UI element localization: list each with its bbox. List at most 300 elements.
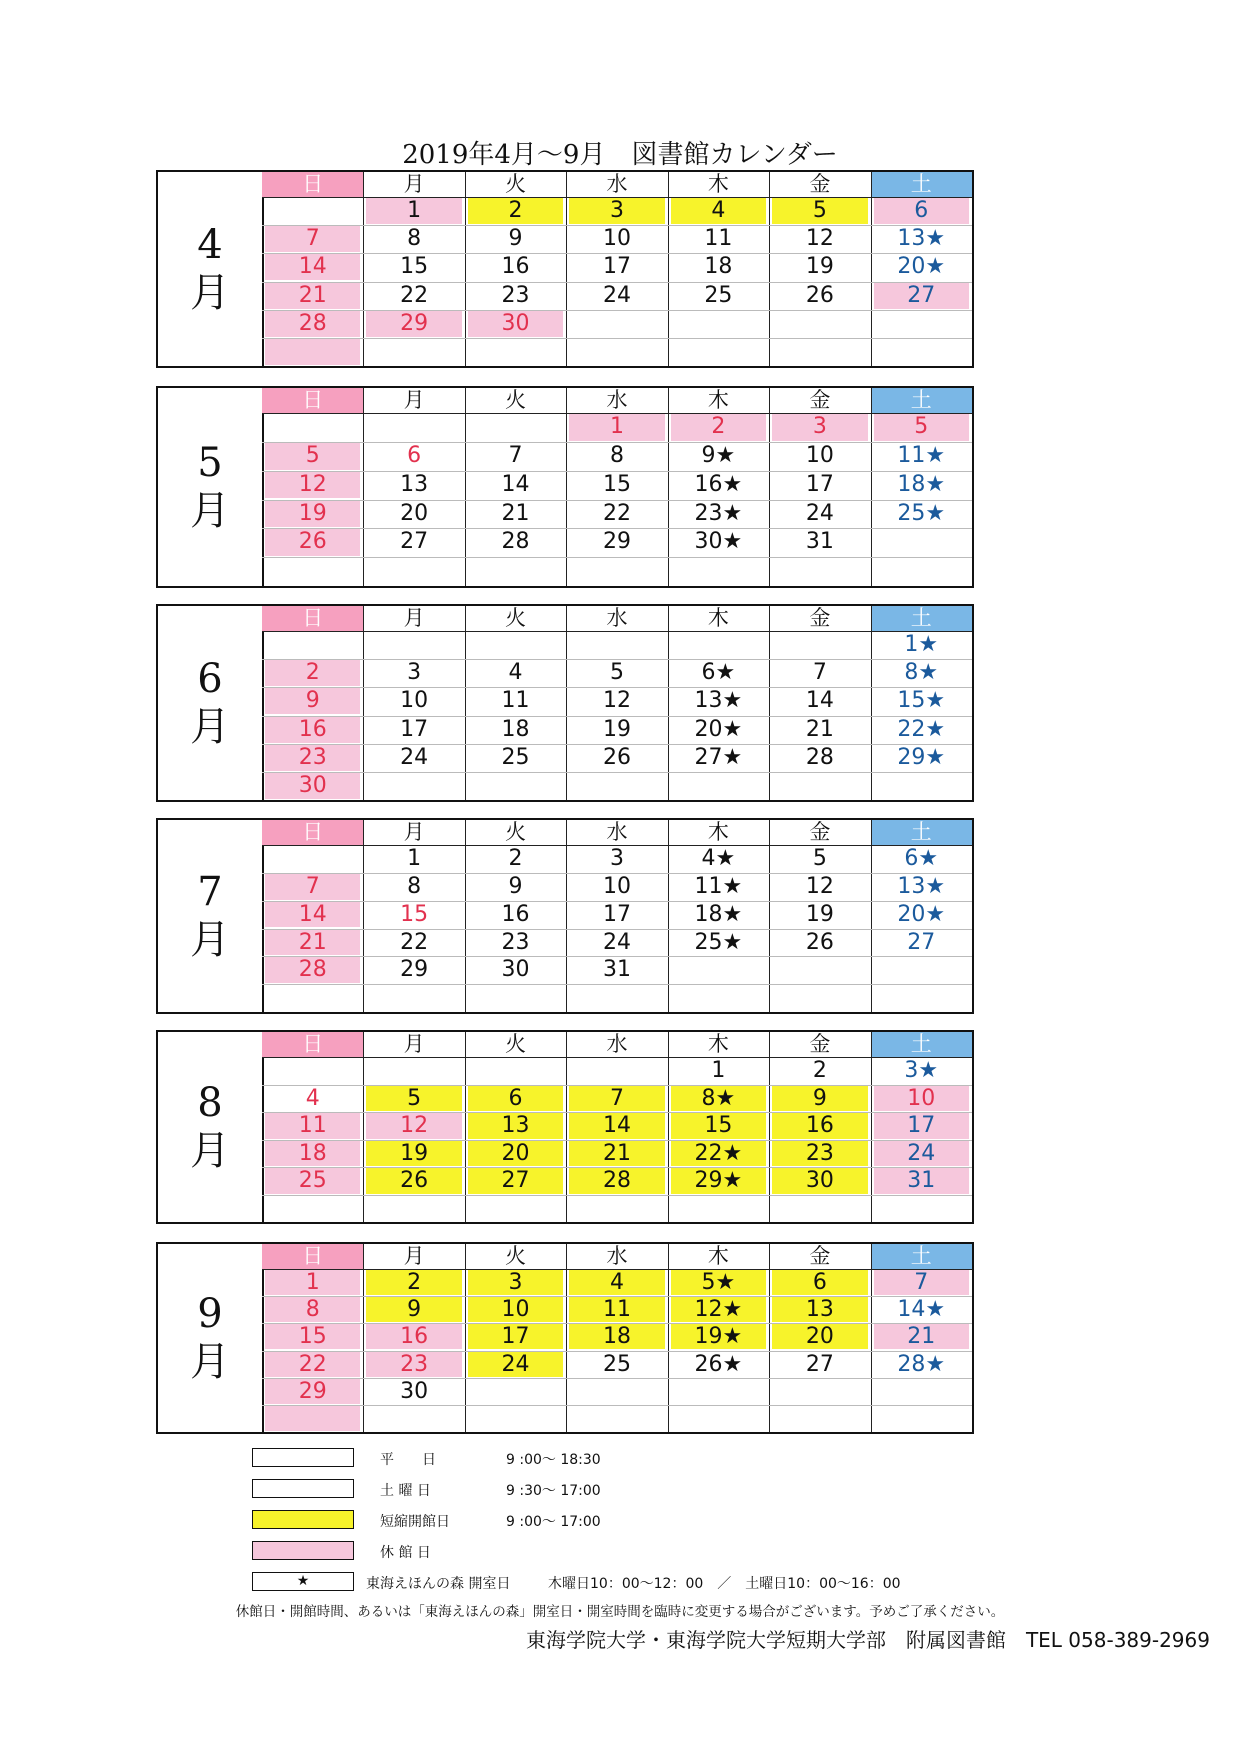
day-cell: 13★ bbox=[897, 873, 946, 899]
day-cell: 27 bbox=[400, 529, 429, 555]
day-cell: 23 bbox=[772, 1141, 867, 1167]
day-cell: 16 bbox=[501, 254, 530, 280]
day-cell: 22★ bbox=[671, 1141, 766, 1167]
day-cell: 14 bbox=[265, 254, 360, 280]
month-calendar bbox=[156, 604, 974, 802]
day-cell: 5 bbox=[609, 660, 624, 686]
month-calendar bbox=[156, 1030, 974, 1224]
legend-swatch bbox=[252, 1541, 354, 1560]
day-cell bbox=[874, 1406, 969, 1431]
weekday-header: 月 bbox=[403, 1032, 425, 1056]
day-cell: 25 bbox=[265, 1168, 360, 1194]
grid-line bbox=[262, 557, 972, 558]
weekday-header: 日 bbox=[262, 820, 363, 845]
grid-line bbox=[262, 225, 972, 226]
weekday-header: 水 bbox=[606, 388, 628, 412]
weekday-header: 木 bbox=[707, 606, 729, 630]
day-cell bbox=[569, 311, 664, 337]
day-cell bbox=[468, 632, 563, 658]
legend-swatch: ★ bbox=[252, 1572, 354, 1591]
day-cell bbox=[772, 985, 867, 1011]
day-cell: 18★ bbox=[694, 901, 743, 927]
legend-swatch bbox=[252, 1448, 354, 1467]
day-cell: 10 bbox=[602, 873, 631, 899]
day-cell: 9 bbox=[265, 688, 360, 714]
day-cell: 24 bbox=[468, 1352, 563, 1377]
day-cell: 29 bbox=[602, 529, 631, 555]
day-cell: 18 bbox=[501, 716, 530, 742]
day-cell: 7 bbox=[569, 1086, 664, 1112]
month-label bbox=[158, 172, 264, 366]
day-cell: 15★ bbox=[897, 688, 946, 714]
footer-contact: 東海学院大学・東海学院大学短期大学部 附属図書館 TEL 058-389-2969 bbox=[525, 1628, 1210, 1652]
month-calendar bbox=[156, 1242, 974, 1434]
day-cell bbox=[569, 1196, 664, 1222]
grid-line bbox=[262, 1378, 972, 1379]
day-cell: 8 bbox=[407, 226, 422, 252]
weekday-header: 水 bbox=[606, 1032, 628, 1056]
day-cell bbox=[569, 773, 664, 799]
day-cell: 28 bbox=[805, 744, 834, 770]
day-cell bbox=[874, 1196, 969, 1222]
day-cell: 17 bbox=[468, 1324, 563, 1349]
grid-line bbox=[262, 873, 972, 874]
day-cell bbox=[366, 339, 461, 365]
grid-line bbox=[262, 929, 972, 930]
day-cell: 9★ bbox=[701, 442, 736, 468]
day-cell: 2 bbox=[265, 660, 360, 686]
day-cell: 11 bbox=[569, 1297, 664, 1322]
day-cell: 29 bbox=[265, 1379, 360, 1404]
day-cell: 19 bbox=[366, 1141, 461, 1167]
day-cell bbox=[671, 558, 766, 585]
day-cell: 16 bbox=[501, 901, 530, 927]
grid-line bbox=[363, 1244, 364, 1432]
day-cell: 14 bbox=[805, 688, 834, 714]
day-cell: 6 bbox=[468, 1086, 563, 1112]
day-cell: 28★ bbox=[897, 1351, 946, 1377]
day-cell: 10 bbox=[468, 1297, 563, 1322]
notice-text: 休館日・開館時間、あるいは「東海えほんの森」開室日・開室時間を臨時に変更する場合がございます。予めご了承ください。 bbox=[235, 1604, 1005, 1620]
day-cell bbox=[772, 311, 867, 337]
day-grid bbox=[262, 388, 972, 586]
weekday-header: 月 bbox=[403, 388, 425, 412]
day-cell bbox=[265, 1196, 360, 1222]
day-cell: 3 bbox=[569, 198, 664, 224]
day-cell: 27 bbox=[874, 283, 969, 309]
grid-line bbox=[262, 197, 972, 198]
day-cell: 4 bbox=[508, 660, 523, 686]
weekday-header: 火 bbox=[505, 606, 527, 630]
day-cell: 28 bbox=[265, 957, 360, 983]
grid-line bbox=[465, 1244, 466, 1432]
day-cell: 20★ bbox=[897, 254, 946, 280]
day-cell: 25 bbox=[501, 744, 530, 770]
day-cell: 24 bbox=[602, 929, 631, 955]
day-cell: 30 bbox=[400, 1378, 429, 1404]
weekday-header: 土 bbox=[871, 820, 972, 845]
day-cell bbox=[671, 1379, 766, 1404]
grid-line bbox=[769, 1032, 770, 1222]
day-cell: 15 bbox=[400, 254, 429, 280]
day-cell bbox=[265, 985, 360, 1011]
weekday-header: 土 bbox=[871, 606, 972, 631]
grid-line bbox=[262, 1405, 972, 1406]
day-cell bbox=[772, 339, 867, 365]
day-cell bbox=[468, 414, 563, 441]
weekday-header: 火 bbox=[505, 820, 527, 844]
month-calendar bbox=[156, 170, 974, 368]
day-cell: 17 bbox=[602, 254, 631, 280]
day-cell bbox=[671, 1196, 766, 1222]
day-cell bbox=[874, 957, 969, 983]
day-cell: 15 bbox=[265, 1324, 360, 1349]
day-cell: 11★ bbox=[897, 442, 946, 468]
weekday-header: 土 bbox=[871, 1032, 972, 1057]
month-kanji: 月 bbox=[190, 1339, 230, 1385]
day-cell bbox=[671, 773, 766, 799]
grid-line bbox=[262, 956, 972, 957]
day-cell: 29★ bbox=[897, 744, 946, 770]
day-cell: 12★ bbox=[671, 1297, 766, 1322]
day-cell: 25★ bbox=[897, 500, 946, 526]
day-cell: 3 bbox=[407, 660, 422, 686]
day-cell: 5★ bbox=[671, 1270, 766, 1295]
legend-swatch bbox=[252, 1479, 354, 1498]
day-cell: 26 bbox=[265, 529, 360, 556]
day-cell: 5 bbox=[366, 1086, 461, 1112]
day-cell: 24 bbox=[400, 744, 429, 770]
day-cell: 1 bbox=[569, 414, 664, 441]
weekday-header: 木 bbox=[707, 172, 729, 196]
grid-line bbox=[262, 1167, 972, 1168]
day-cell: 7 bbox=[265, 874, 360, 900]
day-cell bbox=[265, 414, 360, 441]
day-cell: 20 bbox=[400, 500, 429, 526]
month-number: 6 bbox=[197, 656, 223, 702]
day-cell bbox=[468, 1196, 563, 1222]
day-cell: 6 bbox=[407, 442, 422, 468]
grid-line bbox=[262, 744, 972, 745]
day-cell: 19 bbox=[805, 901, 834, 927]
day-cell: 1 bbox=[407, 846, 422, 871]
day-cell: 26 bbox=[602, 744, 631, 770]
day-cell: 11 bbox=[704, 226, 733, 252]
day-cell: 3 bbox=[468, 1270, 563, 1295]
day-cell: 31 bbox=[805, 529, 834, 555]
day-cell: 14★ bbox=[897, 1297, 946, 1323]
weekday-header: 日 bbox=[262, 388, 363, 413]
day-cell: 16 bbox=[366, 1324, 461, 1349]
weekday-header: 金 bbox=[809, 172, 831, 196]
month-kanji: 月 bbox=[190, 917, 230, 963]
day-cell: 24 bbox=[602, 282, 631, 308]
month-label bbox=[158, 606, 264, 800]
day-cell bbox=[772, 1196, 867, 1222]
day-cell bbox=[671, 339, 766, 365]
day-cell: 19 bbox=[602, 716, 631, 742]
weekday-header: 木 bbox=[707, 1244, 729, 1268]
day-cell bbox=[468, 1058, 563, 1084]
day-cell bbox=[671, 957, 766, 983]
day-cell: 5 bbox=[874, 414, 969, 441]
day-cell: 17 bbox=[874, 1113, 969, 1139]
grid-line bbox=[668, 1032, 669, 1222]
month-kanji: 月 bbox=[190, 488, 230, 534]
weekday-header: 日 bbox=[262, 172, 363, 197]
day-cell: 21 bbox=[805, 716, 834, 742]
month-label bbox=[158, 388, 264, 586]
day-cell: 21 bbox=[501, 500, 530, 526]
day-cell: 9 bbox=[366, 1297, 461, 1322]
day-grid bbox=[262, 1032, 972, 1222]
day-cell: 7 bbox=[265, 226, 360, 252]
day-cell bbox=[569, 632, 664, 658]
day-cell: 6 bbox=[772, 1270, 867, 1295]
grid-line bbox=[262, 659, 972, 660]
grid-line bbox=[363, 1032, 364, 1222]
legend-label: 休 館 日 bbox=[380, 1545, 431, 1561]
day-cell bbox=[569, 1058, 664, 1084]
grid-line bbox=[262, 1057, 972, 1058]
weekday-header: 月 bbox=[403, 1244, 425, 1268]
day-cell bbox=[874, 339, 969, 365]
day-cell: 4 bbox=[305, 1085, 320, 1111]
month-calendar bbox=[156, 386, 974, 588]
day-cell: 4 bbox=[671, 198, 766, 224]
day-cell: 26 bbox=[805, 282, 834, 308]
day-cell: 25 bbox=[602, 1351, 631, 1377]
grid-line bbox=[262, 500, 972, 501]
weekday-header: 木 bbox=[707, 1032, 729, 1056]
page-title: 2019年4月～9月 図書館カレンダー bbox=[402, 140, 838, 170]
day-cell: 13★ bbox=[897, 226, 946, 252]
grid-line bbox=[465, 1032, 466, 1222]
day-cell bbox=[671, 632, 766, 658]
day-cell: 3 bbox=[609, 846, 624, 871]
day-cell bbox=[265, 558, 360, 585]
day-cell: 19★ bbox=[671, 1324, 766, 1349]
weekday-header: 火 bbox=[505, 1244, 527, 1268]
day-cell: 12 bbox=[265, 472, 360, 499]
day-cell: 26 bbox=[805, 929, 834, 955]
day-cell: 25★ bbox=[694, 929, 743, 955]
day-cell: 28 bbox=[569, 1168, 664, 1194]
day-cell: 21 bbox=[874, 1324, 969, 1349]
day-cell: 30 bbox=[501, 957, 530, 983]
month-number: 4 bbox=[197, 222, 223, 268]
day-cell: 23 bbox=[366, 1352, 461, 1377]
day-cell bbox=[468, 1379, 563, 1404]
day-cell: 9 bbox=[772, 1086, 867, 1112]
grid-line bbox=[262, 1195, 972, 1196]
weekday-header: 火 bbox=[505, 1032, 527, 1056]
day-cell: 24 bbox=[805, 500, 834, 526]
day-cell bbox=[366, 414, 461, 441]
day-cell: 5 bbox=[772, 198, 867, 224]
month-number: 5 bbox=[197, 440, 223, 486]
day-cell: 2 bbox=[671, 414, 766, 441]
weekday-header: 日 bbox=[262, 1032, 363, 1057]
day-cell bbox=[874, 773, 969, 799]
weekday-header: 土 bbox=[871, 172, 972, 197]
day-cell: 31 bbox=[602, 957, 631, 983]
day-cell: 22 bbox=[400, 929, 429, 955]
weekday-header: 月 bbox=[403, 606, 425, 630]
day-cell: 30 bbox=[265, 773, 360, 799]
day-cell bbox=[366, 773, 461, 799]
weekday-header: 金 bbox=[809, 606, 831, 630]
day-cell: 11 bbox=[501, 688, 530, 714]
day-cell: 4 bbox=[569, 1270, 664, 1295]
day-cell: 29★ bbox=[671, 1168, 766, 1194]
day-cell: 21 bbox=[265, 930, 360, 956]
day-cell: 13★ bbox=[694, 688, 743, 714]
day-cell: 5 bbox=[812, 846, 827, 871]
grid-line bbox=[871, 1032, 872, 1222]
day-cell bbox=[874, 1379, 969, 1404]
weekday-header: 金 bbox=[809, 1032, 831, 1056]
grid-line bbox=[262, 471, 972, 472]
weekday-header: 木 bbox=[707, 388, 729, 412]
day-cell: 12 bbox=[805, 226, 834, 252]
day-cell: 12 bbox=[805, 873, 834, 899]
day-cell: 1 bbox=[711, 1058, 726, 1083]
weekday-header: 水 bbox=[606, 820, 628, 844]
day-cell: 6★ bbox=[701, 660, 736, 686]
day-cell: 12 bbox=[366, 1113, 461, 1139]
day-cell: 10 bbox=[400, 688, 429, 714]
day-cell: 17 bbox=[400, 716, 429, 742]
month-kanji: 月 bbox=[190, 270, 230, 316]
grid-line bbox=[262, 310, 972, 311]
day-cell: 8 bbox=[609, 442, 624, 468]
day-cell bbox=[468, 1406, 563, 1431]
day-cell bbox=[366, 1406, 461, 1431]
day-cell: 14 bbox=[569, 1113, 664, 1139]
day-cell bbox=[874, 558, 969, 585]
day-cell: 16 bbox=[772, 1113, 867, 1139]
day-cell: 10 bbox=[602, 226, 631, 252]
day-cell: 20 bbox=[468, 1141, 563, 1167]
day-cell bbox=[468, 558, 563, 585]
day-cell: 2 bbox=[366, 1270, 461, 1295]
month-kanji: 月 bbox=[190, 704, 230, 750]
day-cell: 27 bbox=[805, 1351, 834, 1377]
day-cell bbox=[772, 957, 867, 983]
weekday-header: 火 bbox=[505, 172, 527, 196]
month-number: 8 bbox=[197, 1080, 223, 1126]
day-cell: 22 bbox=[400, 282, 429, 308]
day-cell: 22 bbox=[602, 500, 631, 526]
day-cell: 19 bbox=[805, 254, 834, 280]
day-cell: 28 bbox=[265, 311, 360, 337]
day-cell: 11 bbox=[265, 1113, 360, 1139]
day-cell: 10 bbox=[874, 1086, 969, 1112]
day-cell: 21 bbox=[569, 1141, 664, 1167]
day-cell bbox=[265, 339, 360, 365]
day-cell: 11★ bbox=[694, 873, 743, 899]
day-cell: 26 bbox=[366, 1168, 461, 1194]
day-cell: 5 bbox=[265, 443, 360, 470]
day-cell bbox=[671, 985, 766, 1011]
day-grid bbox=[262, 820, 972, 1012]
grid-line bbox=[262, 1323, 972, 1324]
day-cell: 26★ bbox=[694, 1351, 743, 1377]
day-cell: 18 bbox=[569, 1324, 664, 1349]
grid-line bbox=[566, 1032, 567, 1222]
day-grid bbox=[262, 606, 972, 800]
weekday-header: 木 bbox=[707, 820, 729, 844]
weekday-header: 日 bbox=[262, 1244, 363, 1269]
weekday-header: 土 bbox=[871, 1244, 972, 1269]
weekday-header: 水 bbox=[606, 1244, 628, 1268]
day-cell bbox=[569, 1379, 664, 1404]
day-cell bbox=[772, 1379, 867, 1404]
day-cell: 17 bbox=[602, 901, 631, 927]
day-cell: 6★ bbox=[904, 846, 939, 871]
day-cell: 6 bbox=[874, 198, 969, 224]
day-cell: 20★ bbox=[897, 901, 946, 927]
day-cell: 1★ bbox=[904, 632, 939, 657]
day-cell bbox=[569, 558, 664, 585]
day-cell bbox=[366, 1196, 461, 1222]
day-cell: 8 bbox=[407, 873, 422, 899]
day-cell: 30 bbox=[468, 311, 563, 337]
day-cell: 13 bbox=[772, 1297, 867, 1322]
legend-label: 土 曜 日 bbox=[380, 1483, 431, 1499]
day-cell: 14 bbox=[501, 471, 530, 497]
day-cell: 4★ bbox=[701, 846, 736, 871]
day-grid bbox=[262, 1244, 972, 1432]
month-calendar bbox=[156, 818, 974, 1014]
day-cell: 13 bbox=[400, 471, 429, 497]
grid-line bbox=[668, 1244, 669, 1432]
day-grid bbox=[262, 172, 972, 366]
day-cell: 27 bbox=[468, 1168, 563, 1194]
grid-line bbox=[871, 1244, 872, 1432]
grid-line bbox=[262, 528, 972, 529]
weekday-header: 土 bbox=[871, 388, 972, 413]
weekday-header: 金 bbox=[809, 1244, 831, 1268]
day-cell: 18★ bbox=[897, 471, 946, 497]
day-cell: 22★ bbox=[897, 716, 946, 742]
grid-line bbox=[262, 1112, 972, 1113]
day-cell: 2 bbox=[468, 198, 563, 224]
day-cell bbox=[569, 985, 664, 1011]
day-cell: 12 bbox=[602, 688, 631, 714]
grid-line bbox=[262, 1351, 972, 1352]
day-cell: 13 bbox=[468, 1113, 563, 1139]
day-cell: 29 bbox=[366, 311, 461, 337]
weekday-header: 火 bbox=[505, 388, 527, 412]
day-cell bbox=[874, 311, 969, 337]
day-cell: 31 bbox=[874, 1168, 969, 1194]
day-cell: 2 bbox=[508, 846, 523, 871]
day-cell: 30 bbox=[772, 1168, 867, 1194]
day-cell bbox=[366, 632, 461, 658]
legend-hours: 9 :00～ 18:30 bbox=[506, 1452, 601, 1468]
day-cell: 14 bbox=[265, 902, 360, 928]
legend-label: 平 日 bbox=[380, 1452, 436, 1468]
grid-line bbox=[262, 1296, 972, 1297]
day-cell bbox=[468, 773, 563, 799]
weekday-header: 水 bbox=[606, 606, 628, 630]
day-cell: 30★ bbox=[694, 529, 743, 555]
day-cell: 8★ bbox=[904, 660, 939, 686]
month-label bbox=[158, 1244, 264, 1432]
day-cell: 15 bbox=[671, 1113, 766, 1139]
